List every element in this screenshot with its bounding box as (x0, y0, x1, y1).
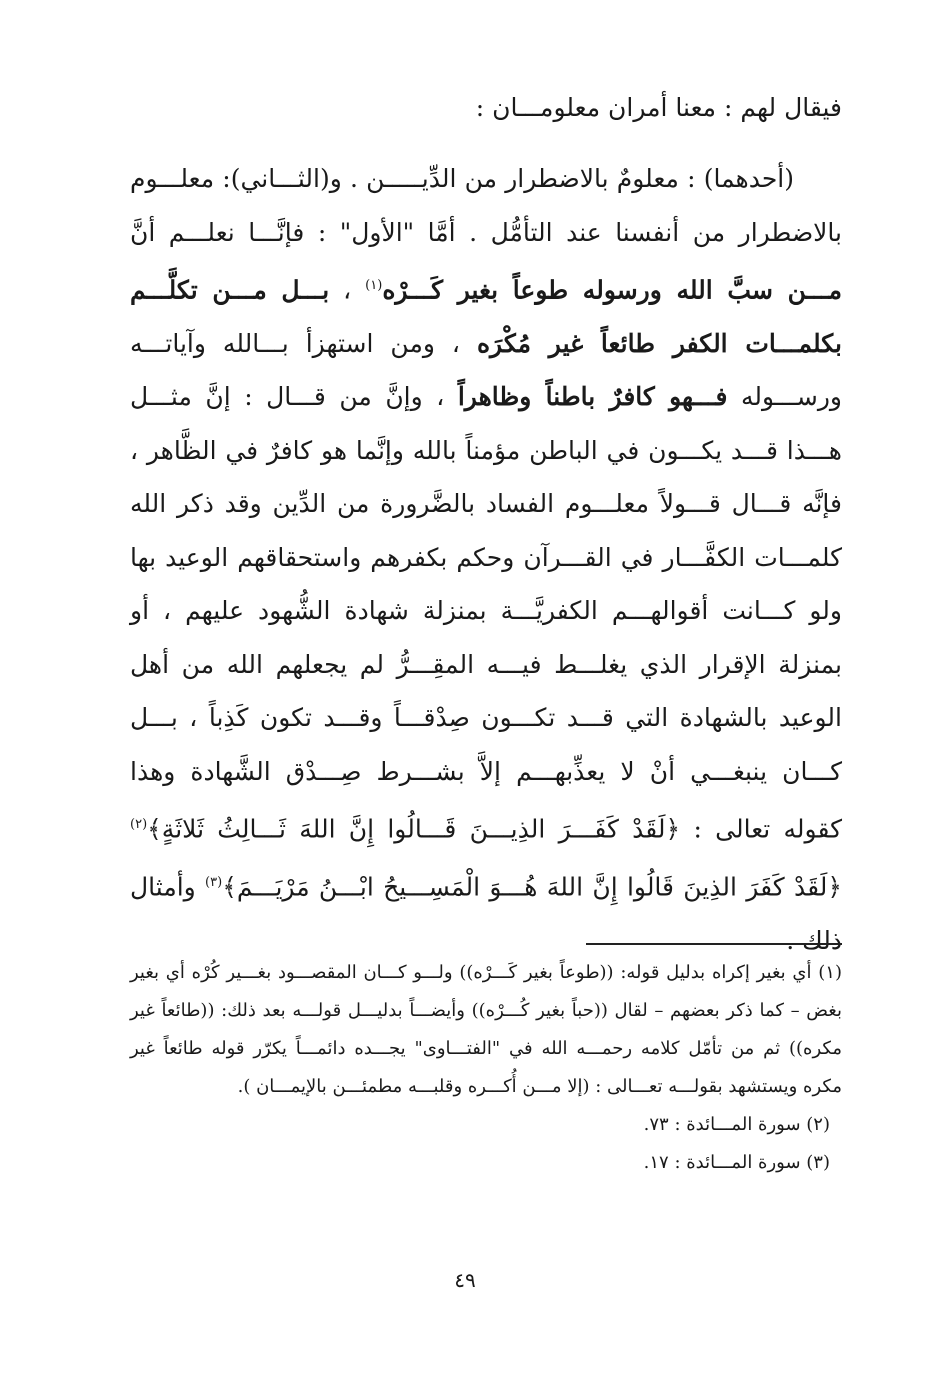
bold-phrase: مـــن سبَّ الله ورسوله طوعاً بغير كَـــرْه (382, 275, 842, 305)
page-number: ٤٩ (454, 1268, 476, 1292)
bold-phrase: بـــل مـــن تكلَّـــم بكلمـــات الكفر طائعاً غير مُكْرَه (130, 275, 842, 358)
quran-quote: ﴿لَقَدْ كَفَرَ الذِينَ قَالُوا إِنَّ اللهَ هُـــوَ الْمَسِـــيحُ ابْـــنُ مَرْيَـــمَ﴾ (222, 872, 842, 902)
main-paragraph (130, 152, 842, 967)
paragraph-text: وأمثال ذلك . (130, 872, 842, 955)
footnote-marker-2[interactable]: (٢) (130, 817, 148, 833)
quran-quote: ﴿لَقَدْ كَفَـــرَ الذِيـــنَ قَـــالُوا إِنَّ اللهَ ثَـــالِثُ ثَلاثَةٍ﴾ (147, 814, 681, 844)
footnote-separator (586, 943, 842, 945)
footnote-3: (٣) سورة المـــائدة : ١٧. (643, 1152, 830, 1173)
paragraph-text: (أحدهما) : معلومٌ بالاضطرار من الدِّيـــــن . و(الثـــاني): معلـــوم بالاضطرار من أنفسنا عند التأمُّل . أمَّا "الأول" : فإنَّـــا نعلـــم أنَّ (130, 164, 842, 247)
footnotes (130, 954, 842, 1182)
footnote-marker-3[interactable]: (٣) (205, 875, 223, 891)
paragraph-text: ، (329, 275, 366, 305)
footnote-marker-1[interactable]: (١) (365, 278, 383, 293)
bold-phrase: فـــهو كافرٌ باطناً وظاهراً (457, 382, 728, 412)
paragraph-text: ، ومن استهزأ بـــالله وآياتـــه ورســـوله (130, 328, 842, 412)
footnote-2: (٢) سورة المـــائدة : ٧٣. (643, 1114, 830, 1135)
footnote-1: (١) أي بغير إكراه بدليل قوله: ((طوعاً بغير كَـــرْه)) ولـــو كـــان المقصـــود بغـــير كُرْه أي بغير بغض – كما ذكر بعضهم – لقال ((حباً بغير كُـــرْه)) وأيضـــاً بدليـــل قولـــه بعد ذلك: ((طائعاً غير مكره)) ثم من تأمّل كلامه رحمـــه الله في "الفتـــاوى" يجـــده دائمـــاً يكرّر قوله طائعاً غير مكره ويستشهد بقولـــه تعـــالى : (إلا مـــن أُكـــره وقلبـــه مطمئـــن بالإيمـــان ). (130, 962, 842, 1097)
paragraph-text: ، وإنَّ من قـــال : إنَّ مثـــل هـــذا قـــد يكـــون في الباطن مؤمناً بالله وإنَّما هو كافرٌ في الظَّاهر ، فإنَّه قـــال قـــولاً معلـــوم الفساد بالضَّرورة من الدِّين وقد ذكر الله كلمـــات الكفَّـــار في القـــرآن وحكم بكفرهم واستحقاقهم الوعيد بها ولو كـــانت أقوالهـــم الكفريَّـــة بمنزلة شهادة الشُّهود عليهم ، أو بمنزلة الإقرار الذي يغلـــط فيـــه المقِـــرُّ لم يجعلهم الله من أهل الوعيد بالشهادة التي قـــد تكـــون صِدْقـــاً وقـــد تكون كَذِباً ، بـــل كـــان ينبغـــي أنْ لا يعذِّبهـــم إلاَّ بشـــرط صِـــدْق الشَّهادة وهذا كقوله تعالى : (130, 382, 842, 844)
intro-line: فيقال لهم : معنا أمران معلومـــان : (475, 93, 842, 122)
